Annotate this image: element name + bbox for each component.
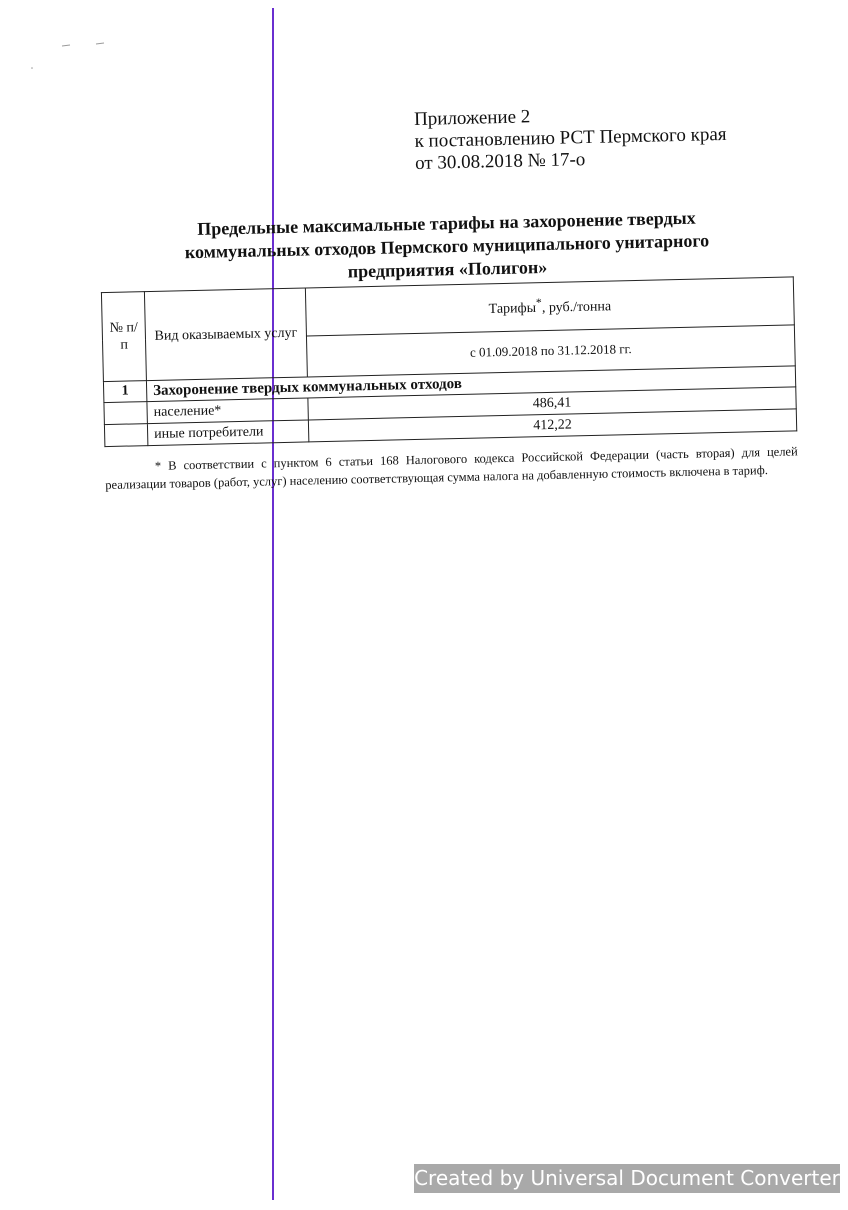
appendix-line-3: от 30.08.2018 № 17-о xyxy=(414,149,586,174)
header-period: с 01.09.2018 по 31.12.2018 гг. xyxy=(306,324,795,377)
watermark-banner: Created by Universal Document Converter xyxy=(414,1164,840,1193)
header-service: Вид оказываемых услуг xyxy=(144,288,307,381)
section-label: Захоронение твердых коммунальных отходов xyxy=(146,366,795,402)
appendix-header xyxy=(414,102,727,175)
row-value: 486,41 xyxy=(308,387,796,420)
header-number: № п/п xyxy=(101,292,146,382)
row-service: иные потребители xyxy=(147,420,308,446)
row-service: население* xyxy=(147,398,308,424)
title-line-3: предприятия «Полигон» xyxy=(347,256,548,282)
row-value: 412,22 xyxy=(308,409,796,442)
header-tariff-label: Тарифы xyxy=(488,300,537,317)
header-tariff-mark: * xyxy=(535,296,542,310)
section-number: 1 xyxy=(103,381,146,403)
title-line-2: коммунальных отходов Пермского муниципального унитарного xyxy=(184,230,710,263)
title-line-1: Предельные максимальные тарифы на захоронение твердых xyxy=(196,207,696,239)
footnote-text: * В соответствии с пунктом 6 статьи 168 Налогового кодекса Российской Федерации (часть вторая) для целей реализации товаров (работ, услуг) населению соответствующая сумма налога на добавленную стоимость включена в тариф. xyxy=(105,444,798,493)
tariff-table xyxy=(101,276,797,447)
row-number-empty xyxy=(104,424,147,447)
row-number-empty xyxy=(104,402,147,425)
appendix-line-2: к постановлению РСТ Пермского края xyxy=(414,123,727,152)
appendix-line-1: Приложение 2 xyxy=(413,106,531,130)
document-title xyxy=(96,204,797,289)
footnote xyxy=(105,442,799,494)
header-tariff-unit: , руб./тонна xyxy=(541,299,612,316)
